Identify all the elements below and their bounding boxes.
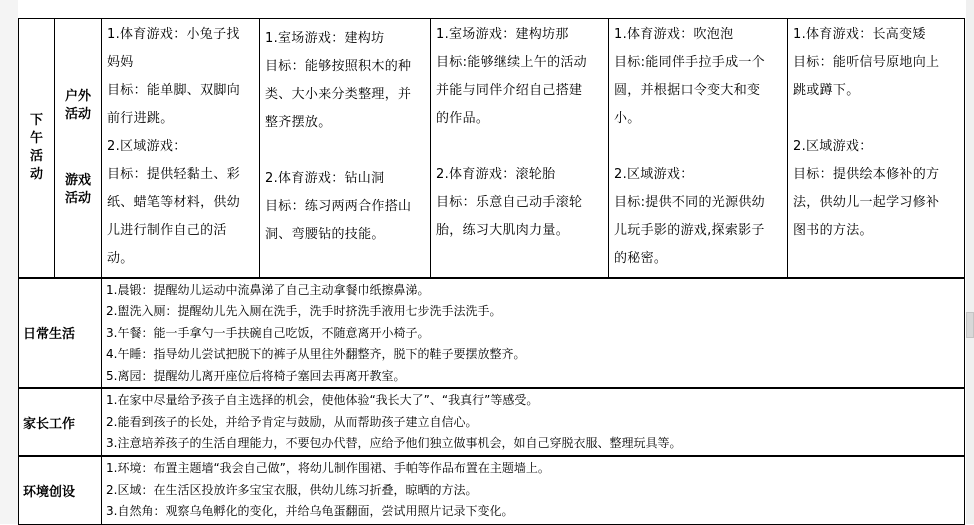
list-item: 3.午餐：能一手拿勺一手扶碗自己吃饭，不随意离开小椅子。 [106,325,430,340]
parent-work-label: 家长工作 [19,388,102,456]
list-item: 2.盥洗入厕：提醒幼儿先入厕在洗手，洗手时挤洗手液用七步洗手法洗手。 [106,304,502,318]
activity-line: 目标：能单脚、双脚向 [107,83,241,98]
day-cell [431,19,609,278]
activity-line: 目标：练习两两合作搭山 [265,199,412,214]
activity-line: 目标：提供绘本修补的方 [793,167,940,182]
list-item: 2.区域：在生活区投放许多宝宝衣服，供幼儿练习折叠，晾晒的方法。 [106,482,478,497]
activity-line: 跳或蹲下。 [793,83,860,98]
page-margin-left [0,0,18,524]
list-item: 2.能看到孩子的长处，并给予肯定与鼓励，从而帮助孩子建立自信心。 [106,414,478,429]
vertical-scrollbar[interactable] [966,0,974,524]
activity-line: 的秘密。 [614,251,668,266]
daily-life-label: 日常生活 [19,278,102,389]
activity-line: 1.体育游戏：长高变矮 [793,27,926,42]
outdoor-activity-label-1: 户外 [64,88,91,104]
activity-line: 前行进跳。 [107,111,174,126]
activity-line: 法，供幼儿一起学习修补 [793,195,940,210]
activity-line: 2.体育游戏：滚轮胎 [436,167,556,182]
activity-line: 目标：乐意自己动手滚轮 [436,195,583,210]
activity-line: 的作品。 [436,111,490,126]
activity-line: 目标：能听信号原地向上 [793,55,940,70]
list-item: 3.自然角：观察乌龟孵化的变化，并给乌龟蛋翻面，尝试用照片记录下变化。 [106,504,514,518]
list-item: 5.离园：提醒幼儿离开座位后将椅子塞回去再离开教室。 [106,368,406,383]
activity-line: 圆，并根据口令变大和变 [614,83,761,98]
activity-line: 并能与同伴介绍自己搭建 [436,83,583,98]
activity-type-labels [55,19,102,278]
afternoon-section-label: 下 午 活 动 [19,19,55,278]
list-item: 1.晨锻：提醒幼儿运动中流鼻涕了自己主动拿餐巾纸擦鼻涕。 [106,282,430,297]
activity-line: 纸、蜡笔等材料，供幼 [107,195,241,210]
activity-line: 1.体育游戏：小兔子找 [107,27,240,42]
activity-line: 1.室场游戏：建构坊 [265,31,385,46]
activity-line: 儿进行制作自己的活 [107,223,227,238]
daily-life-list [102,278,965,389]
activity-line: 小。 [614,111,641,126]
activity-line: 2.体育游戏：钻山洞 [265,171,385,186]
activity-line: 目标:提供不同的光源供幼 [614,195,765,210]
weekly-plan-table [18,18,965,525]
daily-life-row [19,278,965,389]
activity-line: 图书的方法。 [793,223,873,238]
day-cell [260,19,431,278]
afternoon-row [19,19,965,278]
list-item: 1.在家中尽量给予孩子自主选择的机会，使他体验“我长大了”、“我真行”等感受。 [106,393,539,407]
game-activity-label-2: 活动 [64,190,91,206]
day-cell [788,19,965,278]
list-item: 3.注意培养孩子的生活自理能力，不要包办代替，应给予他们独立做事机会，如自己穿脱衣服、整理玩具等。 [106,436,682,450]
parent-work-row [19,388,965,456]
activity-line: 目标:能同伴手拉手成一个 [614,55,765,70]
activity-line: 儿玩手影的游戏,探索影子 [614,223,765,238]
list-item: 4.午睡：指导幼儿尝试把脱下的裤子从里往外翻整齐，脱下的鞋子要摆放整齐。 [106,347,526,361]
activity-line: 整齐摆放。 [265,115,332,130]
parent-work-list [102,388,965,456]
activity-line: 妈妈 [107,55,134,70]
environment-row [19,456,965,524]
activity-line: 2.区域游戏： [793,139,873,154]
outdoor-activity-label-2: 活动 [64,106,91,122]
activity-line: 1.室场游戏：建构坊那 [436,27,569,42]
day-cell [102,19,260,278]
scrollbar-thumb[interactable] [966,312,974,338]
activity-line: 2.区域游戏： [107,139,187,154]
list-item: 1.环境：布置主题墙“我会自己做”，将幼儿制作围裙、手帕等作品布置在主题墙上。 [106,461,550,475]
activity-line: 动。 [107,251,134,266]
game-activity-label-1: 游戏 [64,172,91,188]
environment-label: 环境创设 [19,456,102,524]
activity-line: 1.体育游戏：吹泡泡 [614,27,734,42]
activity-line: 洞、弯腰钻的技能。 [265,227,385,242]
activity-line: 2.区域游戏： [614,167,694,182]
environment-list [102,456,965,524]
activity-line: 目标:能够继续上午的活动 [436,55,587,70]
activity-line: 目标：能够按照积木的种 [265,59,412,74]
activity-line: 目标：提供轻黏土、彩 [107,167,241,182]
day-cell [609,19,788,278]
activity-line: 类、大小来分类整理，并 [265,87,412,102]
activity-line: 胎，练习大肌肉力量。 [436,223,570,238]
